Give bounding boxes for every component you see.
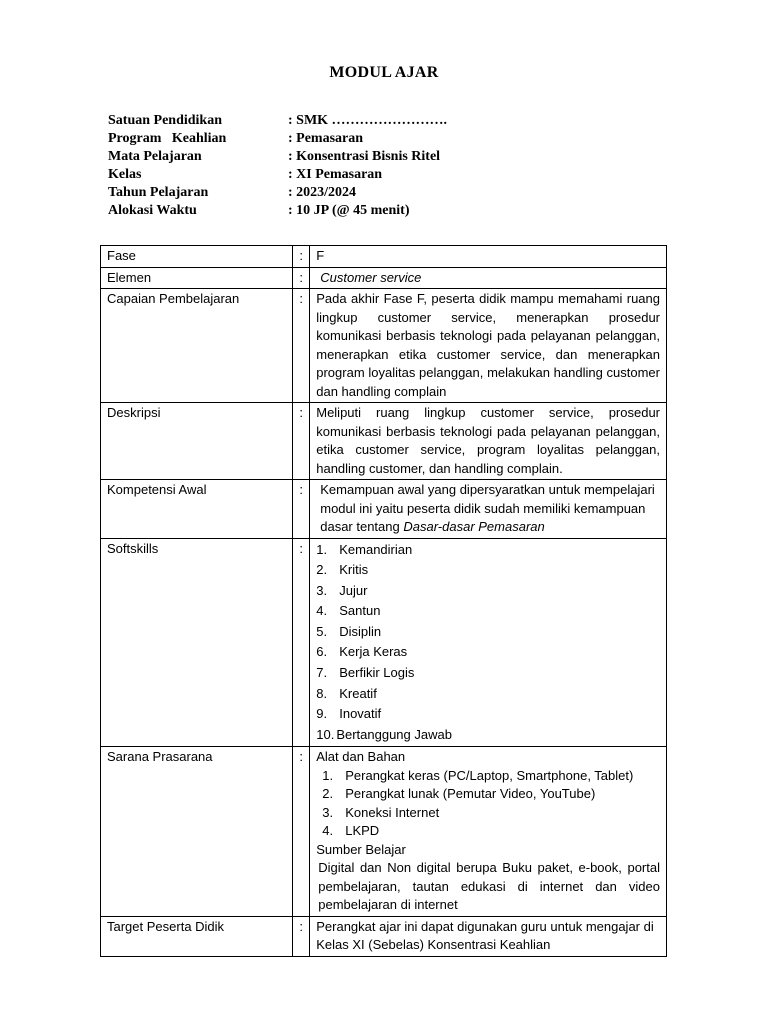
table-row-capaian bbox=[101, 289, 667, 403]
row-label: Elemen bbox=[101, 267, 293, 289]
identity-value: : 2023/2024 bbox=[288, 185, 357, 200]
identity-row bbox=[108, 130, 447, 148]
sumber-belajar-text: Digital dan Non digital berupa Buku paket, e-book, portal pembelajaran, tautan edukasi di internet dan video pembelajaran di internet bbox=[318, 860, 660, 913]
identity-value: : Konsentrasi Bisnis Ritel bbox=[288, 149, 441, 164]
row-value: Customer service bbox=[310, 267, 667, 289]
sumber-belajar-heading: Sumber Belajar bbox=[316, 841, 406, 857]
row-value: Meliputi ruang lingkup customer service, prosedur komunikasi berbasis teknologi pada pelayanan pelanggan, etika customer service, program loyalitas pelanggan, handling customer, dan handling complain. bbox=[310, 403, 667, 480]
identity-label: Mata Pelajaran bbox=[108, 149, 202, 164]
module-info-table bbox=[100, 245, 667, 957]
identity-row bbox=[108, 184, 447, 202]
row-label: Sarana Prasarana bbox=[101, 747, 293, 917]
list-item: 2. Kritis bbox=[316, 562, 369, 578]
list-item: 1. Perangkat keras (PC/Laptop, Smartphone, Tablet) bbox=[322, 767, 634, 783]
colon-separator: : bbox=[293, 916, 310, 956]
colon-separator: : bbox=[293, 538, 310, 747]
list-item: 10. Bertanggung Jawab bbox=[316, 726, 452, 742]
kompetensi-emphasis: Dasar-dasar Pemasaran bbox=[403, 519, 545, 534]
row-label: Softskills bbox=[101, 538, 293, 747]
row-value bbox=[310, 538, 667, 747]
identity-label: Kelas bbox=[108, 167, 142, 182]
row-value bbox=[310, 747, 667, 917]
identity-label: Program Keahlian bbox=[108, 131, 227, 146]
row-label: Fase bbox=[101, 246, 293, 268]
tools-list bbox=[316, 767, 660, 841]
table-row-deskripsi bbox=[101, 403, 667, 480]
list-item: 6. Kerja Keras bbox=[316, 644, 408, 660]
colon-separator: : bbox=[293, 403, 310, 480]
colon-separator: : bbox=[293, 480, 310, 539]
row-value: Pada akhir Fase F, peserta didik mampu memahami ruang lingkup customer service, menerapkan prosedur komunikasi berbasis teknologi pada pelayanan pelanggan, menerapkan etika customer service, dan menerapkan program loyalitas pelanggan, melakukan handling customer dan handling complain bbox=[310, 289, 667, 403]
row-label: Target Peserta Didik bbox=[101, 916, 293, 956]
colon-separator: : bbox=[293, 246, 310, 268]
identity-label: Tahun Pelajaran bbox=[108, 185, 209, 200]
identity-row bbox=[108, 112, 447, 130]
list-item: 1. Kemandirian bbox=[316, 541, 413, 557]
list-item: 9. Inovatif bbox=[316, 706, 382, 722]
list-item: 7. Berfikir Logis bbox=[316, 665, 415, 681]
identity-row bbox=[108, 148, 447, 166]
table-row-sarana bbox=[101, 747, 667, 917]
row-label: Capaian Pembelajaran bbox=[101, 289, 293, 403]
identity-row bbox=[108, 202, 447, 220]
row-label: Kompetensi Awal bbox=[101, 480, 293, 539]
table-row-softskills bbox=[101, 538, 667, 747]
list-item: 3. Koneksi Internet bbox=[322, 804, 440, 820]
list-item: 8. Kreatif bbox=[316, 685, 377, 701]
table-row-elemen bbox=[101, 267, 667, 289]
list-item: 5. Disiplin bbox=[316, 623, 382, 639]
table-row-kompetensi-awal bbox=[101, 480, 667, 539]
row-value: Perangkat ajar ini dapat digunakan guru untuk mengajar di Kelas XI (Sebelas) Konsentrasi Keahlian bbox=[310, 916, 667, 956]
alat-bahan-heading: Alat dan Bahan bbox=[316, 749, 406, 765]
softskills-list bbox=[316, 540, 660, 746]
identity-label: Satuan Pendidikan bbox=[108, 113, 222, 128]
list-item: 2. Perangkat lunak (Pemutar Video, YouTube) bbox=[322, 786, 596, 802]
identity-value: : XI Pemasaran bbox=[288, 167, 383, 182]
identity-value: : Pemasaran bbox=[288, 131, 364, 146]
colon-separator: : bbox=[293, 747, 310, 917]
list-item: 3. Jujur bbox=[316, 582, 368, 598]
table-row-fase bbox=[101, 246, 667, 268]
identity-value: : 10 JP (@ 45 menit) bbox=[288, 203, 410, 218]
list-item: 4. Santun bbox=[316, 603, 381, 619]
colon-separator: : bbox=[293, 289, 310, 403]
kompetensi-text: Kemampuan awal yang dipersyaratkan untuk mempelajari modul ini yaitu peserta didik sudah memiliki kemampuan dasar tentang bbox=[320, 482, 655, 534]
identity-label: Alokasi Waktu bbox=[108, 203, 197, 218]
identity-value: : SMK ……………………. bbox=[288, 113, 448, 128]
identity-block bbox=[108, 112, 447, 220]
row-label: Deskripsi bbox=[101, 403, 293, 480]
colon-separator: : bbox=[293, 267, 310, 289]
table-row-target bbox=[101, 916, 667, 956]
identity-row bbox=[108, 166, 447, 184]
row-value: F bbox=[310, 246, 667, 268]
row-value bbox=[310, 480, 667, 539]
list-item: 4. LKPD bbox=[322, 823, 380, 839]
document-title: MODUL AJAR bbox=[329, 64, 439, 81]
